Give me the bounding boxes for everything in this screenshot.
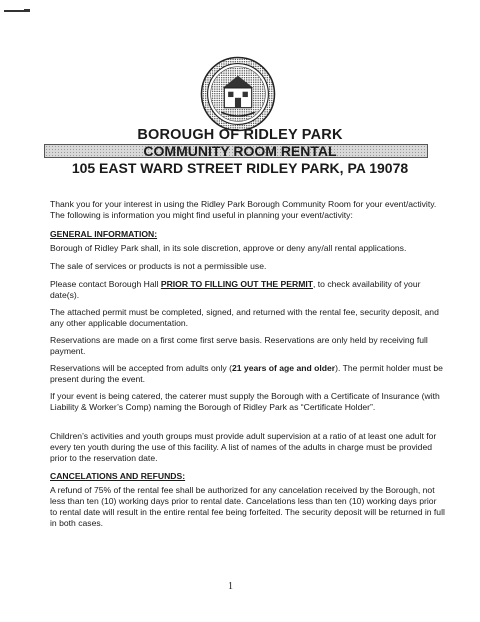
document-title: BOROUGH OF RIDLEY PARK — [137, 127, 343, 143]
general-paragraph-4: The attached permit must be completed, signed, and returned with the rental fee, security deposit, and any other applicable documentation. — [50, 307, 439, 328]
borough-address: 105 EAST WARD STREET RIDLEY PARK, PA 19078 — [71, 160, 409, 176]
paragraph-text: ). The permit holder must be present during the event. — [50, 363, 443, 384]
paragraph-text: Please contact Borough Hall — [50, 279, 161, 289]
general-paragraph-3 — [50, 279, 445, 301]
paragraph-text: , to check availability of your date(s). — [50, 279, 421, 300]
page-number: 1 — [228, 581, 233, 592]
general-paragraph-6 — [50, 363, 445, 385]
general-paragraph-2: The sale of services or products is not a permissible use. — [50, 261, 267, 271]
permit-emphasis: PRIOR TO FILLING OUT THE PERMIT — [160, 279, 313, 289]
cancellations-heading: CANCELATIONS AND REFUNDS: — [50, 471, 186, 481]
document-subtitle: COMMUNITY ROOM RENTAL — [143, 143, 337, 159]
age-emphasis: 21 years of age and older — [231, 363, 336, 373]
scan-corner-mark — [4, 10, 26, 12]
general-paragraph-7: If your event is being catered, the caterer must supply the Borough with a Certificate of Insurance (with Liability & Worker’s Comp) naming the Borough of Ridley Park as “Certificate Holder”. — [50, 391, 440, 412]
general-information-heading: GENERAL INFORMATION: — [50, 229, 158, 239]
general-paragraph-8: Children’s activities and youth groups must provide adult supervision at a ratio of at least one adult for every ten youth during the use of this facility. A list of names of the adults in charge must be provided prior to the reservation date. — [50, 431, 437, 463]
general-paragraph-5: Reservations are made on a first come first serve basis. Reservations are only held by receiving full payment. — [50, 335, 428, 356]
cancellations-paragraph: A refund of 75% of the rental fee shall be authorized for any cancelation received by the Borough, not less than ten (10) working days prior to rental date. Cancelations less than ten (10) working days prior to rental date will result in the entire rental fee being forfeited. The security deposit will be returned in full in both cases. — [50, 485, 445, 528]
borough-seal-icon — [200, 56, 276, 132]
general-paragraph-1: Borough of Ridley Park shall, in its sole discretion, approve or deny any/all rental applications. — [50, 243, 407, 253]
intro-paragraph: Thank you for your interest in using the Ridley Park Borough Community Room for your event/activity. The following is information you might find useful in planning your event/activity: — [50, 199, 437, 220]
paragraph-text: Reservations will be accepted from adults only ( — [50, 363, 232, 373]
